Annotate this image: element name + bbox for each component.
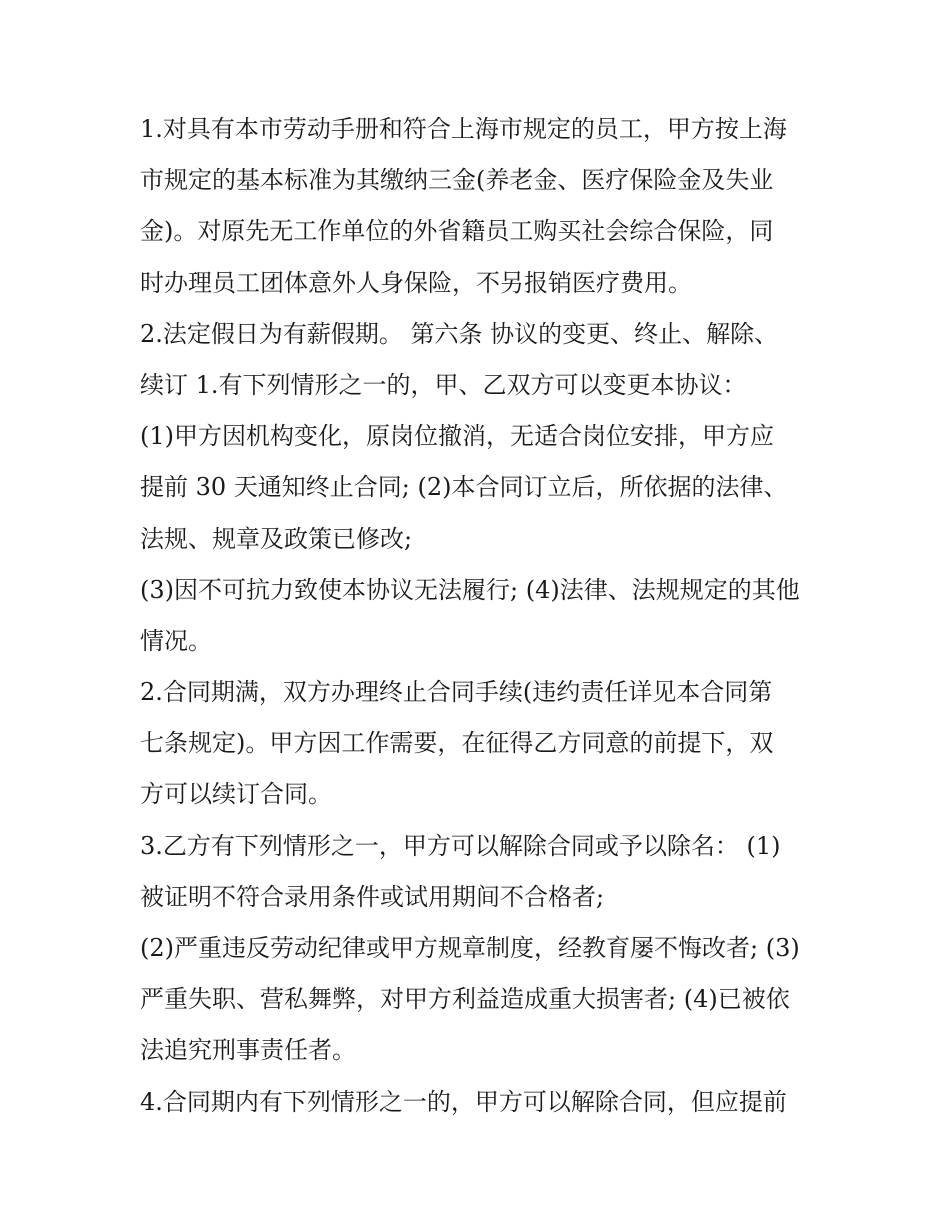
text-line-12: 2.合同期满，双方办理终止合同手续(违约责任详见本合同第 bbox=[140, 678, 773, 707]
text-line-2: 市规定的基本标准为其缴纳三金(养老金、医疗保险金及失业 bbox=[140, 166, 774, 195]
text-line-9: 法规、规章及政策已修改; bbox=[140, 524, 413, 553]
contract-text-body bbox=[140, 104, 820, 1128]
text-line-6: 续订 1.有下列情形之一的，甲、乙双方可以变更本协议： bbox=[140, 370, 747, 399]
text-line-14: 方可以续订合同。 bbox=[140, 780, 332, 809]
text-line-16: 被证明不符合录用条件或试用期间不合格者; bbox=[140, 882, 605, 911]
text-line-4: 时办理员工团体意外人身保险，不另报销医疗费用。 bbox=[140, 268, 692, 297]
text-line-1: 1.对具有本市劳动手册和符合上海市规定的员工，甲方按上海 bbox=[140, 115, 787, 143]
text-line-17: (2)严重违反劳动纪律或甲方规章制度，经教育屡不悔改者; (3) bbox=[140, 934, 800, 962]
text-line-15: 3.乙方有下列情形之一，甲方可以解除合同或予以除名： (1) bbox=[140, 831, 781, 860]
text-line-8: 提前 30 天通知终止合同; (2)本合同订立后，所依据的法律、 bbox=[140, 473, 788, 502]
text-line-5: 2.法定假日为有薪假期。 第六条 协议的变更、终止、解除、 bbox=[140, 319, 779, 348]
text-line-20: 4.合同期内有下列情形之一的，甲方可以解除合同，但应提前 bbox=[140, 1087, 787, 1116]
text-line-11: 情况。 bbox=[140, 626, 212, 655]
text-line-10: (3)因不可抗力致使本协议无法履行; (4)法律、法规规定的其他 bbox=[140, 575, 800, 604]
text-line-13: 七条规定)。甲方因工作需要，在征得乙方同意的前提下，双 bbox=[140, 729, 774, 758]
text-line-19: 法追究刑事责任者。 bbox=[140, 1036, 356, 1065]
text-line-18: 严重失职、营私舞弊，对甲方利益造成重大损害者; (4)已被依 bbox=[140, 985, 790, 1014]
text-line-3: 金)。对原先无工作单位的外省籍员工购买社会综合保险，同 bbox=[140, 217, 774, 246]
text-line-7: (1)甲方因机构变化，原岗位撤消，无适合岗位安排，甲方应 bbox=[140, 422, 774, 451]
